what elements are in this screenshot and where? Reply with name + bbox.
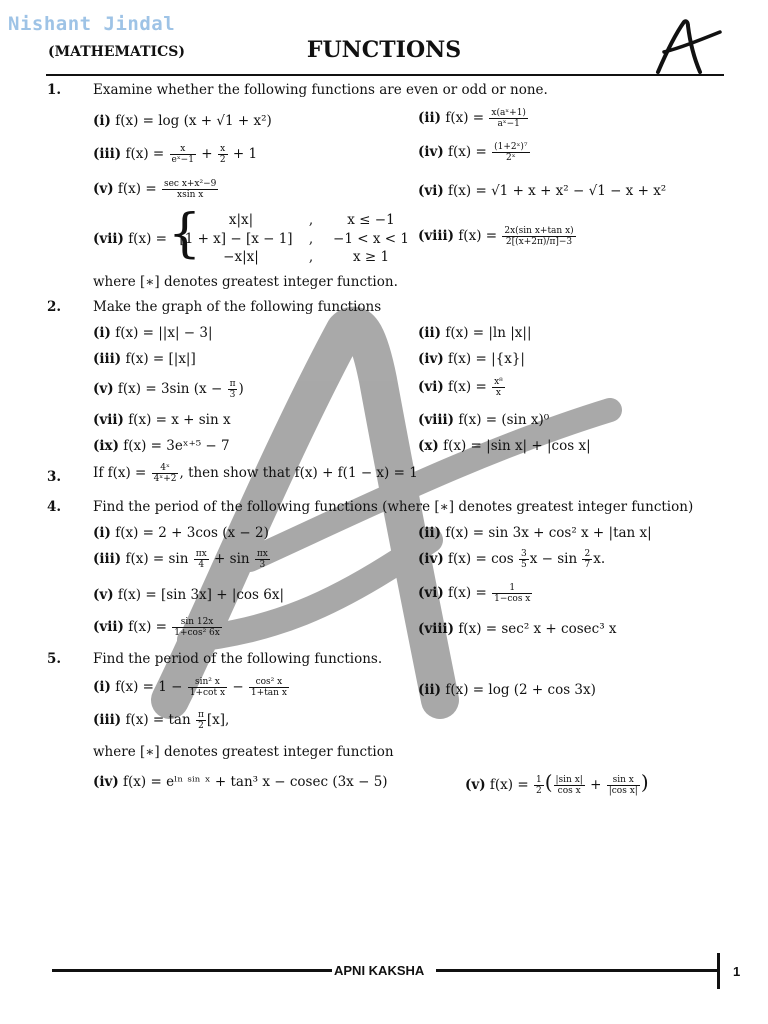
q1-item-ii: (ii) f(x) = $\frac{\text{x(aˣ+1)}}{\text{aˣ−1}}$ [418,108,526,129]
q1-item-iii: (iii) f(x) = $\frac{x}{\text{eˣ−1}}$ + $\frac{x}{2}$ + 1 [93,144,258,165]
q1-item-iv: (iv) f(x) = $\frac{\text{(1+2ˣ)⁷}}{\text{2ˣ}}$ [418,142,528,163]
q5-item-i: (i) f(x) = 1 − $\frac{\text{sin² x}}{\text{1+cot x}}$ − $\frac{\text{cos² x}}{\text{1+tan x}}$ [93,677,287,698]
q1-item-i: (i) f(x) = log (x + √1 + x²) [93,113,272,129]
q5-item-v: (v) f(x) = $\frac{1}{2}$ ( $\frac{\text{|sin x|}}{\text{cos x}}$ + $\frac{\text{sin x}}{\text{|cos x|}}$ ) [465,770,649,796]
q1-vii-row: [1 + x] − [x − 1] , −1 < x < 1 [179,231,409,247]
page-title: FUNCTIONS [306,37,462,63]
question-5-number: 5. [47,651,62,667]
q1-item-viii: (viii) f(x) = $\frac{\text{2x(sin x+tan x)}}{2[(x+2\pi)/\pi]-3}$ [418,226,574,247]
footer-brand: APNI KAKSHA [334,963,425,978]
q4-item-ii: (ii) f(x) = sin 3x + cos² x + |tan x| [418,525,652,541]
question-5-text: Find the period of the following functions. [93,651,383,667]
q2-item-ix: (ix) f(x) = 3eˣ⁺⁵ − 7 [93,438,230,454]
q1-item-vi: (vi) f(x) = √1 + x + x² − √1 − x + x² [418,183,667,199]
question-1-text: Examine whether the following functions are even or odd or none. [93,82,548,98]
q1-item-vii-label: (vii) f(x) = [93,231,167,247]
question-2-number: 2. [47,299,62,315]
q4-item-v: (v) f(x) = [sin 3x] + |cos 6x| [93,587,285,603]
q1-note: where [∗] denotes greatest integer function. [93,274,398,290]
q2-item-i: (i) f(x) = ||x| − 3| [93,325,213,341]
q1-vii-row: x|x| , x ≤ −1 [228,212,395,228]
subject-label: (MATHEMATICS) [48,44,185,60]
footer-divider [717,953,720,989]
q2-item-ii: (ii) f(x) = |ln |x|| [418,325,532,341]
q5-item-ii: (ii) f(x) = log (2 + cos 3x) [418,682,596,698]
question-2-text: Make the graph of the following functions [93,299,382,315]
q5-note: where [∗] denotes greatest integer function [93,744,394,760]
question-3-number: 3. [47,469,62,485]
q1-item-v: (v) f(x) = $\frac{\text{sec x+x²−9}}{\text{xsin x}}$ [93,179,217,200]
piecewise-brace: { [168,204,202,264]
question-4-text: Find the period of the following functions (where [∗] denotes greatest integer function) [93,499,694,515]
question-1-number: 1. [47,82,62,98]
q4-item-iv: (iv) f(x) = cos $\frac{3}{5}$ x − sin $\frac{2}{7}$ x. [418,549,606,570]
q4-item-vi: (vi) f(x) = $\frac{1}{\text{1−cos x}}$ [418,583,531,604]
q4-item-i: (i) f(x) = 2 + 3cos (x − 2) [93,525,269,541]
q1-vii-row: −x|x| , x ≥ 1 [223,249,390,265]
q5-item-iii: (iii) f(x) = tan $\frac{\pi}{2}$ [x], [93,710,230,731]
question-3-text: If f(x) = $\frac{\text{4ˣ}}{\text{4ˣ+2}}$ , then show that f(x) + f(1 − x) = 1 [93,463,418,484]
author-watermark: Nishant Jindal [8,13,176,35]
brand-logo-icon [650,18,725,76]
q4-item-vii: (vii) f(x) = $\frac{\sin 12x}{\text{1+cos² 6x}}$ [93,617,220,638]
q2-item-vi: (vi) f(x) = $\frac{\text{x⁸}}{x}$ [418,377,503,398]
q2-item-iv: (iv) f(x) = |{x}| [418,351,525,367]
q4-item-viii: (viii) f(x) = sec² x + cosec³ x [418,621,617,637]
footer-rule-left [52,969,332,972]
q2-item-x: (x) f(x) = |sin x| + |cos x| [418,438,591,454]
q5-item-iv: (iv) f(x) = eˡⁿ ˢⁱⁿ ˣ + tan³ x − cosec (3x − 5) [93,774,388,790]
question-4-number: 4. [47,499,62,515]
page-number: 1 [733,964,741,979]
q2-item-viii: (viii) f(x) = (sin x)⁰ [418,412,550,428]
q2-item-iii: (iii) f(x) = [|x|] [93,351,196,367]
q2-item-vii: (vii) f(x) = x + sin x [93,412,231,428]
q2-item-v: (v) f(x) = 3sin (x − $\frac{\pi}{3}$ ) [93,379,244,400]
footer-rule-right [436,969,718,972]
header-rule [46,74,724,76]
q4-item-iii: (iii) f(x) = sin $\frac{\pi x}{4}$ + sin $\frac{\pi x}{3}$ [93,549,268,570]
